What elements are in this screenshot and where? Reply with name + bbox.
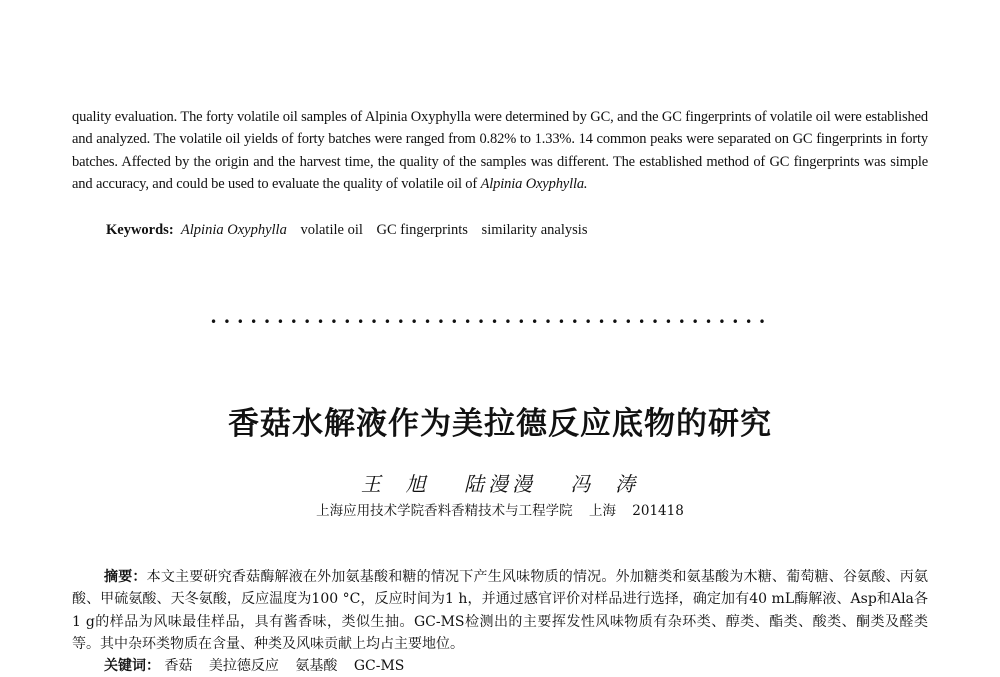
english-keyword: volatile oil <box>300 222 363 238</box>
chinese-keyword: 氨基酸 <box>295 658 338 674</box>
chinese-abstract-label: 摘要： <box>104 569 147 585</box>
affiliation-postcode: 201418 <box>632 503 684 519</box>
chinese-keywords <box>104 655 416 677</box>
affiliation-city: 上海 <box>588 503 616 519</box>
english-keywords-label: Keywords: <box>106 222 174 238</box>
chinese-abstract <box>72 566 928 655</box>
affiliation <box>0 500 1000 522</box>
chinese-abstract-text: 本文主要研究香菇酶解液在外加氨基酸和糖的情况下产生风味物质的情况。外加糖类和氨基酸为木糖、葡萄糖、谷氨酸、丙氨酸、甲硫氨酸、天冬氨酸，反应温度为100 °C，反应时间为1 h，并通过感官评价对样品进行选择，确定加有40 mL酶解液、Asp和Ala各1 g的样品为风味最佳样品，具有酱香味，类似生抽。GC-MS检测出的主要挥发性风味物质有杂环类、醇类、酯类、酸类、酮类及醛类等。其中杂环类物质在含量、种类及风味贡献上均占主要地位。 <box>72 569 929 652</box>
english-abstract <box>72 106 928 195</box>
english-keywords <box>106 219 597 241</box>
chinese-keyword: GC-MS <box>353 658 405 674</box>
chinese-keyword: 香菇 <box>164 658 193 674</box>
chinese-keywords-label: 关键词： <box>104 658 160 674</box>
authors <box>0 470 1000 498</box>
english-abstract-text: quality evaluation. The forty volatile oil samples of Alpinia Oxyphylla were determined by GC, and the GC fingerprints of volatile oil were established and analyzed. The volatile oil yields of forty batches were ranged from 0.82% to 1.33%. 14 common peaks were separated on GC fingerprints in forty batches. Affected by the origin and the harvest time, the quality of the samples was different. The established method of GC fingerprints was simple and accuracy, and could be used to evaluate the quality of volatile oil of <box>72 109 928 192</box>
author-name: 陆漫漫 <box>464 472 536 496</box>
author-name: 冯 涛 <box>570 472 640 496</box>
author-name: 王 旭 <box>360 472 430 496</box>
english-abstract-species: Alpinia Oxyphylla. <box>480 175 588 192</box>
affiliation-institution: 上海应用技术学院香料香精技术与工程学院 <box>316 503 573 519</box>
paper-title: 香菇水解液作为美拉德反应底物的研究 <box>228 406 772 442</box>
english-keyword: GC fingerprints <box>376 222 468 238</box>
chinese-keyword: 美拉德反应 <box>208 658 279 674</box>
dotted-separator: •••••••••••••••••••••••••••••••••••••••••• <box>210 316 772 328</box>
english-keyword: similarity analysis <box>481 222 588 238</box>
english-keyword: Alpinia Oxyphylla <box>180 222 287 238</box>
